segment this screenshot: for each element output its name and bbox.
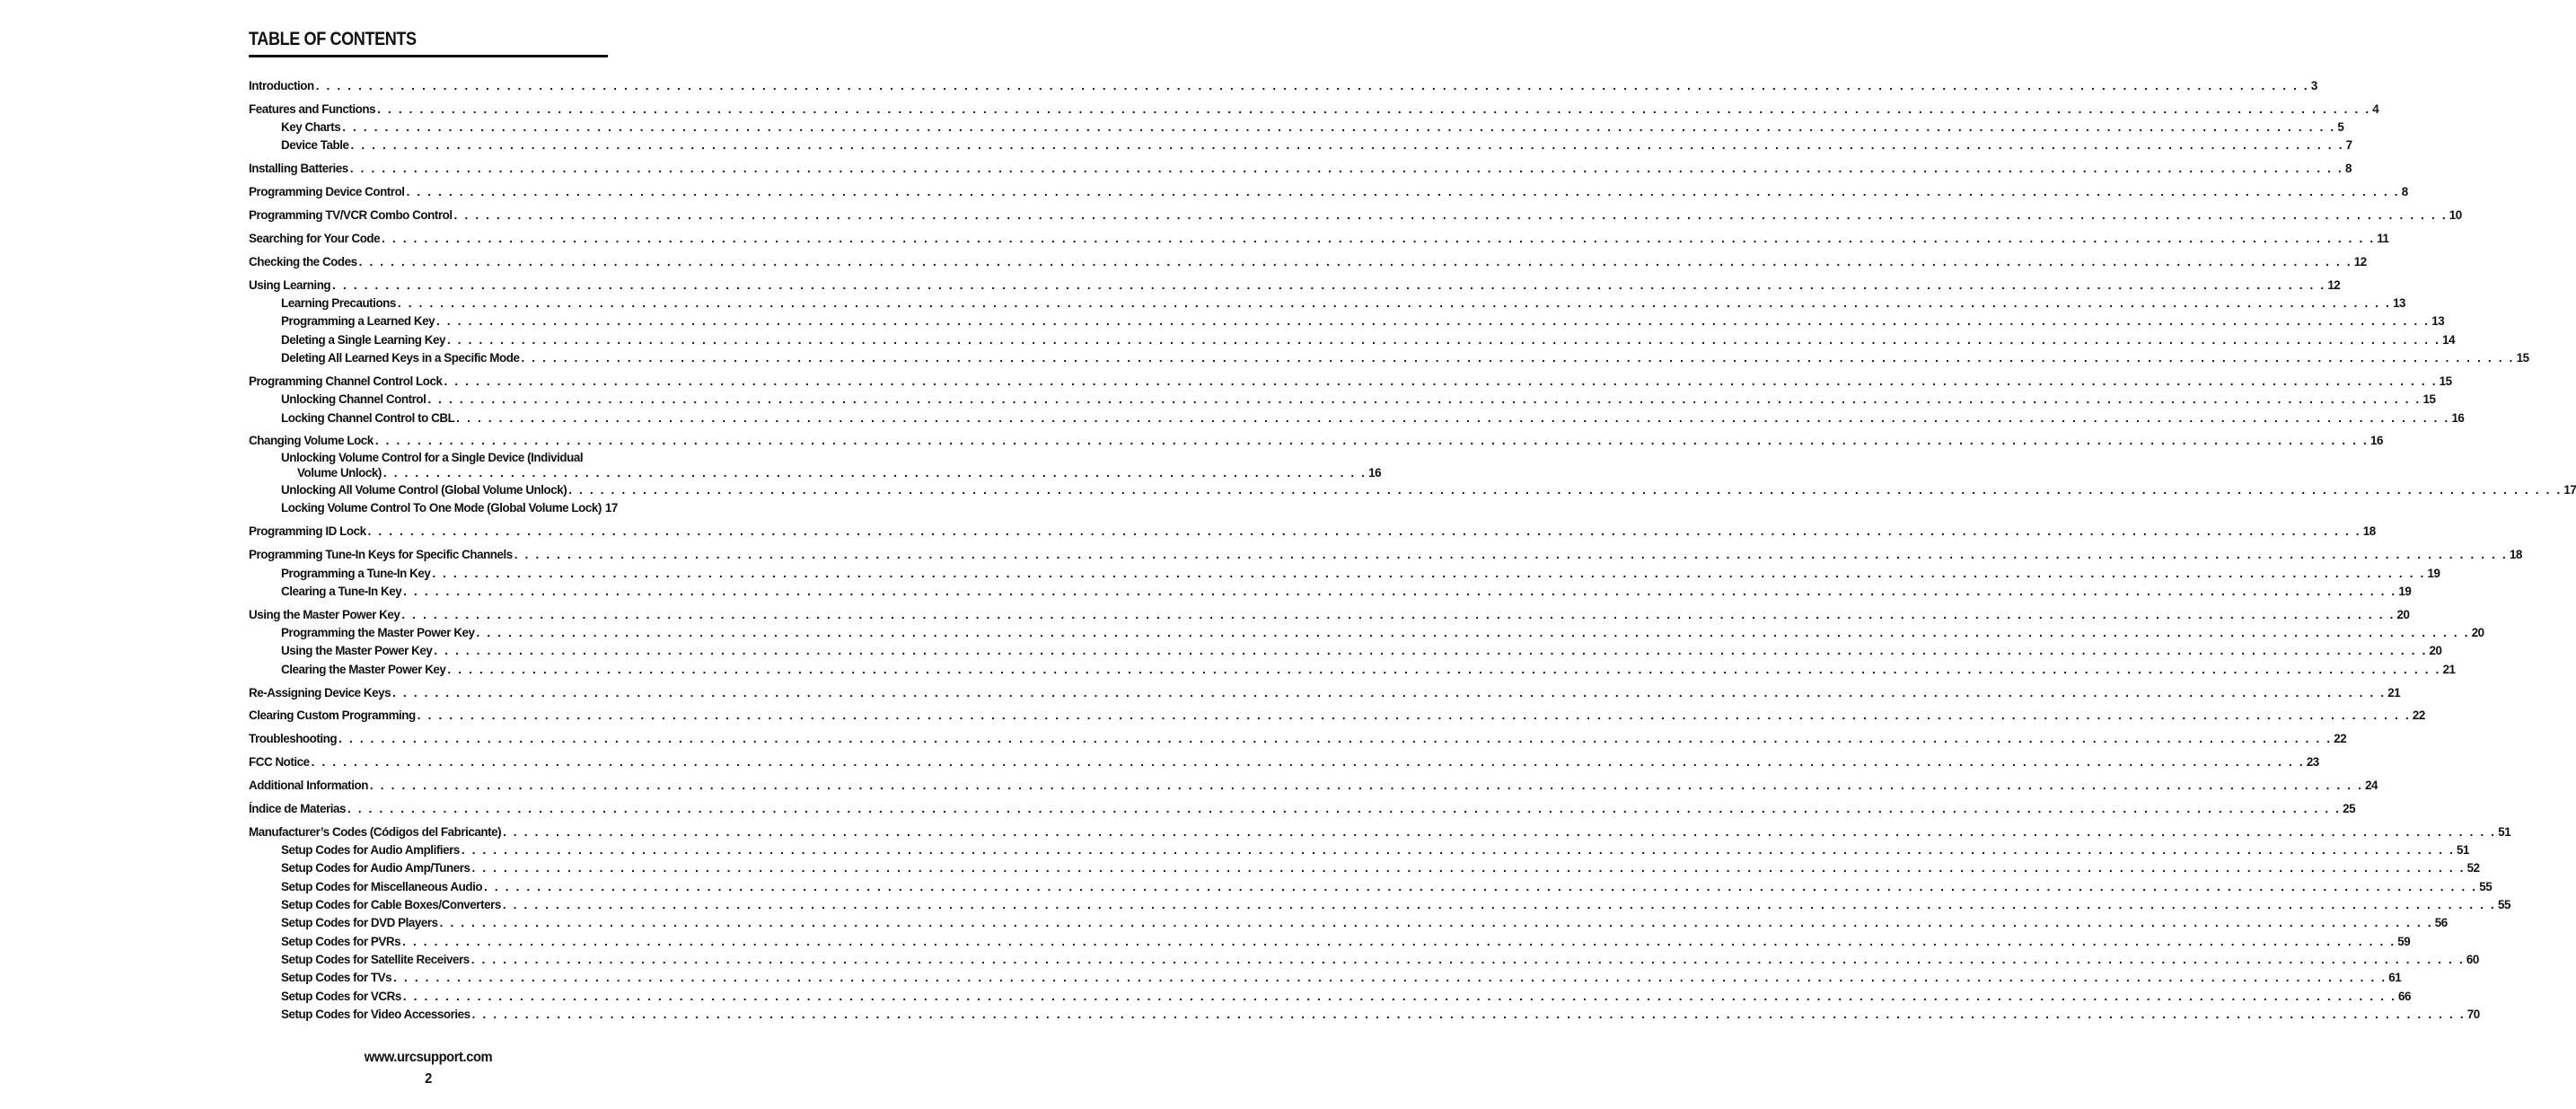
- toc-list: [249, 77, 2576, 1029]
- toc-entry-label: Setup Codes for Video Accessories: [281, 1007, 470, 1021]
- toc-entry-label: Learning Precautions: [281, 296, 396, 311]
- toc-page-number: 20: [2429, 644, 2442, 658]
- toc-page-number: 56: [2434, 916, 2448, 930]
- toc-page-number: 14: [2442, 332, 2456, 347]
- toc-entry-tune-in-keys[interactable]: [249, 546, 2522, 564]
- dot-leader: [382, 230, 2375, 248]
- toc-group: [249, 730, 2347, 748]
- toc-entry-label: Introduction: [249, 79, 314, 92]
- toc-page-number: 15: [2422, 392, 2436, 407]
- toc-entry-label: Unlocking All Volume Control (Global Volume Unlock): [281, 483, 567, 497]
- toc-entry-label: Manufacturer’s Codes (Códigos del Fabricante): [249, 824, 502, 839]
- toc-entry-label: Programming the Master Power Key: [281, 626, 475, 640]
- dot-leader: [454, 207, 2448, 224]
- dot-leader: [350, 160, 2343, 178]
- toc-subentry-individual-volume-unlock[interactable]: [249, 450, 1382, 482]
- toc-page-number: 5: [2337, 120, 2344, 135]
- dot-leader: [456, 409, 2449, 427]
- dot-leader: [521, 349, 2514, 367]
- dot-leader: [403, 988, 2396, 1006]
- toc-entry-label: Checking the Codes: [249, 254, 357, 268]
- toc-entry-label: Clearing a Tune-In Key: [281, 584, 402, 598]
- toc-group: [249, 606, 2484, 679]
- toc-page-number: 70: [2466, 1007, 2480, 1021]
- toc-entry-features-and-functions[interactable]: [249, 101, 2379, 119]
- page-title: TABLE OF CONTENTS: [249, 29, 417, 49]
- toc-page-number: 20: [2396, 607, 2410, 621]
- toc-page-number: 8: [2344, 162, 2352, 176]
- toc-subentry-deleting-all-learned-keys[interactable]: [249, 349, 2529, 367]
- dot-leader: [436, 312, 2430, 330]
- dot-leader: [477, 624, 2470, 642]
- toc-entry-label: Setup Codes for TVs: [281, 971, 392, 985]
- toc-page-number: 8: [2401, 185, 2408, 199]
- dot-leader: [472, 859, 2466, 877]
- toc-group: [249, 77, 2317, 95]
- toc-entry-label: Deleting All Learned Keys in a Specific Mode: [281, 351, 520, 365]
- toc-entry-label: Setup Codes for PVRs: [281, 934, 401, 948]
- toc-page-number: 12: [2353, 254, 2367, 268]
- toc-entry-label: Clearing Custom Programming: [249, 709, 416, 723]
- toc-entry-searching-for-your-code[interactable]: [249, 230, 2389, 248]
- toc-group: [249, 777, 2378, 795]
- toc-group: [249, 707, 2425, 725]
- dot-leader: [402, 933, 2396, 951]
- toc-subentry-clearing-tune-in-key[interactable]: [249, 583, 2412, 601]
- toc-subentry-programming-tune-in-key[interactable]: [249, 565, 2440, 583]
- dot-leader: [393, 969, 2387, 987]
- toc-entry-label: Programming Tune-In Keys for Specific Channels: [249, 548, 513, 562]
- toc-group: [249, 684, 2401, 702]
- toc-page-number: 25: [2343, 801, 2356, 815]
- page-number: 2: [425, 1071, 432, 1087]
- toc-page-number: 13: [2393, 296, 2406, 311]
- dot-leader: [440, 914, 2433, 932]
- toc-subentry-key-charts[interactable]: [249, 119, 2344, 136]
- dot-leader: [370, 777, 2363, 795]
- toc-page-number: 4: [2372, 101, 2379, 116]
- toc-entry-label: Setup Codes for DVD Players: [281, 916, 438, 930]
- toc-entry-label: Programming ID Lock: [249, 524, 366, 539]
- dot-leader: [503, 823, 2496, 841]
- toc-page-number: 16: [2451, 410, 2465, 425]
- dot-leader: [392, 684, 2386, 702]
- dot-leader: [342, 119, 2335, 136]
- toc-entry-label: Key Charts: [281, 120, 341, 135]
- toc-entry-channel-control-lock[interactable]: [249, 373, 2452, 391]
- toc-entry-tv-vcr-combo-control[interactable]: [249, 207, 2462, 224]
- toc-entry-introduction[interactable]: [249, 77, 2317, 95]
- toc-entry-programming-device-control[interactable]: [249, 183, 2408, 201]
- toc-entry-label: Searching for Your Code: [249, 232, 381, 246]
- toc-subentry-locking-channel-control[interactable]: [249, 409, 2465, 427]
- dot-leader: [471, 951, 2465, 969]
- toc-entry-master-power-key[interactable]: [249, 606, 2410, 624]
- toc-entry-label: Setup Codes for Satellite Receivers: [281, 952, 470, 966]
- dot-leader: [375, 432, 2369, 450]
- dot-leader: [359, 253, 2352, 271]
- dot-leader: [403, 583, 2396, 601]
- toc-entry-label: Locking Volume Control To One Mode (Global Volume Lock): [281, 501, 602, 515]
- toc-page-number: 7: [2345, 138, 2352, 153]
- dot-leader: [432, 565, 2425, 583]
- toc-entry-label: Unlocking Channel Control: [281, 392, 426, 407]
- toc-page-number: 24: [2365, 779, 2378, 793]
- toc-group: [249, 253, 2367, 271]
- toc-page-number: 51: [2498, 824, 2511, 839]
- toc-group: [249, 823, 2511, 1024]
- dot-leader: [383, 465, 1367, 481]
- toc-page-number: 12: [2327, 277, 2341, 292]
- toc-subentry-deleting-single-learning-key[interactable]: [249, 331, 2456, 349]
- toc-entry-indice-de-materias[interactable]: [249, 800, 2356, 818]
- toc-entry-label: Additional Information: [249, 779, 368, 793]
- toc-group: [249, 753, 2319, 771]
- toc-entry-re-assigning-device-keys[interactable]: [249, 684, 2401, 702]
- toc-entry-label: Programming TV/VCR Combo Control: [249, 208, 453, 223]
- toc-entry-label: Unlocking Volume Control for a Single Device (Individual: [281, 450, 584, 464]
- toc-subentry-video-accessories[interactable]: [249, 1006, 2480, 1024]
- toc-page-number: 11: [2377, 232, 2389, 246]
- toc-entry-clearing-custom-programming[interactable]: [249, 707, 2425, 725]
- toc-page-number: 61: [2388, 971, 2402, 985]
- toc-page-number: 16: [2369, 434, 2383, 448]
- toc-subentry-learning-precautions[interactable]: [249, 295, 2406, 312]
- dot-leader: [377, 101, 2370, 119]
- toc-group: [249, 101, 2379, 155]
- toc-entry-installing-batteries[interactable]: [249, 160, 2352, 178]
- toc-page-number: 22: [2334, 732, 2347, 746]
- toc-subentry-clearing-master-power-key[interactable]: [249, 661, 2456, 679]
- dot-leader: [407, 183, 2400, 201]
- dot-leader: [484, 878, 2477, 896]
- dot-leader: [462, 841, 2455, 859]
- toc-entry-using-learning[interactable]: [249, 277, 2341, 295]
- dot-leader: [568, 481, 2562, 499]
- toc-subentry-pvrs[interactable]: [249, 933, 2411, 951]
- toc-group: [249, 230, 2389, 248]
- dot-leader: [447, 331, 2440, 349]
- toc-page-number: 23: [2306, 755, 2319, 770]
- toc-subentry-dvd-players[interactable]: [249, 914, 2448, 932]
- toc-page-number: 16: [1368, 466, 1382, 480]
- toc-group: [249, 160, 2352, 178]
- toc-page-number: 19: [2398, 584, 2412, 598]
- dot-leader: [427, 391, 2421, 409]
- toc-entry-label: Using the Master Power Key: [249, 607, 400, 621]
- toc-entry-label: Device Table: [281, 138, 349, 153]
- toc-entry-label: Using the Master Power Key: [281, 644, 433, 658]
- toc-group: [249, 277, 2529, 367]
- toc-entry-label: Programming Channel Control Lock: [249, 374, 443, 388]
- toc-page-number: 66: [2398, 989, 2411, 1003]
- toc-group: [249, 207, 2462, 224]
- toc-page-number: 15: [2516, 351, 2529, 365]
- toc-subentry-global-volume-lock[interactable]: [249, 499, 618, 517]
- toc-group: [249, 523, 2376, 541]
- dot-leader: [514, 546, 2508, 564]
- toc-page-number: 3: [2310, 79, 2317, 92]
- toc-page-number: 17: [2563, 483, 2576, 497]
- dot-leader: [312, 753, 2305, 771]
- toc-entry-label: Setup Codes for Cable Boxes/Converters: [281, 898, 501, 912]
- title-divider: [249, 55, 608, 57]
- toc-entry-programming-id-lock[interactable]: [249, 523, 2376, 541]
- toc-page-number: 60: [2466, 952, 2479, 966]
- toc-subentry-device-table[interactable]: [249, 136, 2352, 154]
- toc-subentry-programming-learned-key[interactable]: [249, 312, 2445, 330]
- dot-leader: [398, 295, 2391, 312]
- toc-page-number: 21: [2442, 662, 2456, 676]
- dot-leader: [447, 661, 2440, 679]
- dot-leader: [418, 707, 2411, 725]
- toc-entry-changing-volume-lock[interactable]: [249, 432, 2383, 450]
- toc-subentry-satellite-receivers[interactable]: [249, 951, 2479, 969]
- toc-entry-label: Features and Functions: [249, 101, 376, 116]
- toc-entry-label: Setup Codes for Audio Amplifiers: [281, 843, 460, 858]
- toc-entry-label: Changing Volume Lock: [249, 434, 374, 448]
- toc-entry-label: Setup Codes for Miscellaneous Audio: [281, 879, 483, 893]
- dot-leader: [338, 730, 2332, 748]
- dot-leader: [444, 373, 2438, 391]
- toc-entry-checking-the-codes[interactable]: [249, 253, 2367, 271]
- toc-group: [249, 373, 2465, 427]
- toc-subentry-audio-amplifiers[interactable]: [249, 841, 2470, 859]
- toc-page-number: 18: [2509, 548, 2522, 562]
- toc-subentry-vcrs[interactable]: [249, 988, 2411, 1006]
- toc-subentry-global-volume-unlock[interactable]: [249, 481, 2576, 499]
- toc-page-number: 59: [2397, 934, 2411, 948]
- toc-entry-label: Installing Batteries: [249, 162, 348, 176]
- toc-subentry-using-master-power-key[interactable]: [249, 642, 2442, 660]
- dot-leader: [316, 77, 2309, 95]
- toc-entry-troubleshooting[interactable]: [249, 730, 2347, 748]
- toc-subentry-miscellaneous-audio[interactable]: [249, 878, 2492, 896]
- dot-leader: [368, 523, 2361, 541]
- dot-leader: [472, 1006, 2466, 1024]
- dot-leader: [332, 277, 2325, 295]
- toc-page-number: 55: [2479, 879, 2492, 893]
- toc-entry-label: Deleting a Single Learning Key: [281, 332, 445, 347]
- toc-page-number: 52: [2466, 861, 2480, 876]
- toc-page-number: 20: [2471, 626, 2484, 640]
- toc-entry-label: Programming a Tune-In Key: [281, 566, 431, 580]
- toc-group: [249, 546, 2522, 601]
- toc-subentry-unlocking-channel-control[interactable]: [249, 391, 2436, 409]
- toc-entry-label: Programming Device Control: [249, 185, 405, 199]
- toc-page-number: 21: [2387, 685, 2401, 700]
- toc-entry-label: Setup Codes for Audio Amp/Tuners: [281, 861, 470, 876]
- toc-entry-label: Setup Codes for VCRs: [281, 989, 401, 1003]
- toc-group: [249, 183, 2408, 201]
- toc-subentry-cable-boxes[interactable]: [249, 896, 2510, 914]
- toc-entry-manufacturers-codes[interactable]: [249, 823, 2511, 841]
- toc-entry-label: Programming a Learned Key: [281, 314, 435, 329]
- dot-leader: [347, 800, 2341, 818]
- support-url-link[interactable]: www.urcsupport.com: [364, 1050, 493, 1065]
- toc-entry-label: Re-Assigning Device Keys: [249, 685, 391, 700]
- toc-page-number: 13: [2431, 314, 2445, 329]
- toc-subentry-programming-master-power-key[interactable]: [249, 624, 2484, 642]
- dot-leader: [350, 136, 2343, 154]
- toc-page-number: 15: [2439, 374, 2452, 388]
- toc-subentry-tvs[interactable]: [249, 969, 2402, 987]
- toc-page-number: 22: [2412, 709, 2425, 723]
- toc-entry-label: FCC Notice: [249, 755, 310, 770]
- toc-entry-label: Volume Unlock): [297, 466, 382, 480]
- toc-page-number: 19: [2427, 566, 2440, 580]
- toc-entry-label: Locking Channel Control to CBL: [281, 410, 455, 425]
- toc-page-number: 55: [2497, 898, 2510, 912]
- toc-page-number: 17: [604, 501, 618, 515]
- toc-entry-fcc-notice[interactable]: [249, 753, 2319, 771]
- page-footer: [0, 1047, 857, 1090]
- dot-leader: [401, 606, 2395, 624]
- toc-page-number: 10: [2449, 208, 2462, 223]
- dot-leader: [503, 896, 2496, 914]
- dot-leader: [434, 642, 2427, 660]
- toc-page-number: 18: [2362, 524, 2376, 539]
- toc-page-number: 51: [2457, 843, 2470, 858]
- toc-entry-label: Troubleshooting: [249, 732, 338, 746]
- toc-entry-label: Índice de Materias: [249, 801, 346, 815]
- toc-entry-label: Using Learning: [249, 277, 331, 292]
- toc-subentry-audio-amp-tuners[interactable]: [249, 859, 2480, 877]
- toc-entry-label: Clearing the Master Power Key: [281, 662, 446, 676]
- toc-group: [249, 800, 2356, 818]
- toc-entry-continuation: [281, 465, 1382, 481]
- toc-group: [249, 432, 2576, 517]
- toc-entry-additional-information[interactable]: [249, 777, 2378, 795]
- table-of-contents: [249, 27, 2576, 1021]
